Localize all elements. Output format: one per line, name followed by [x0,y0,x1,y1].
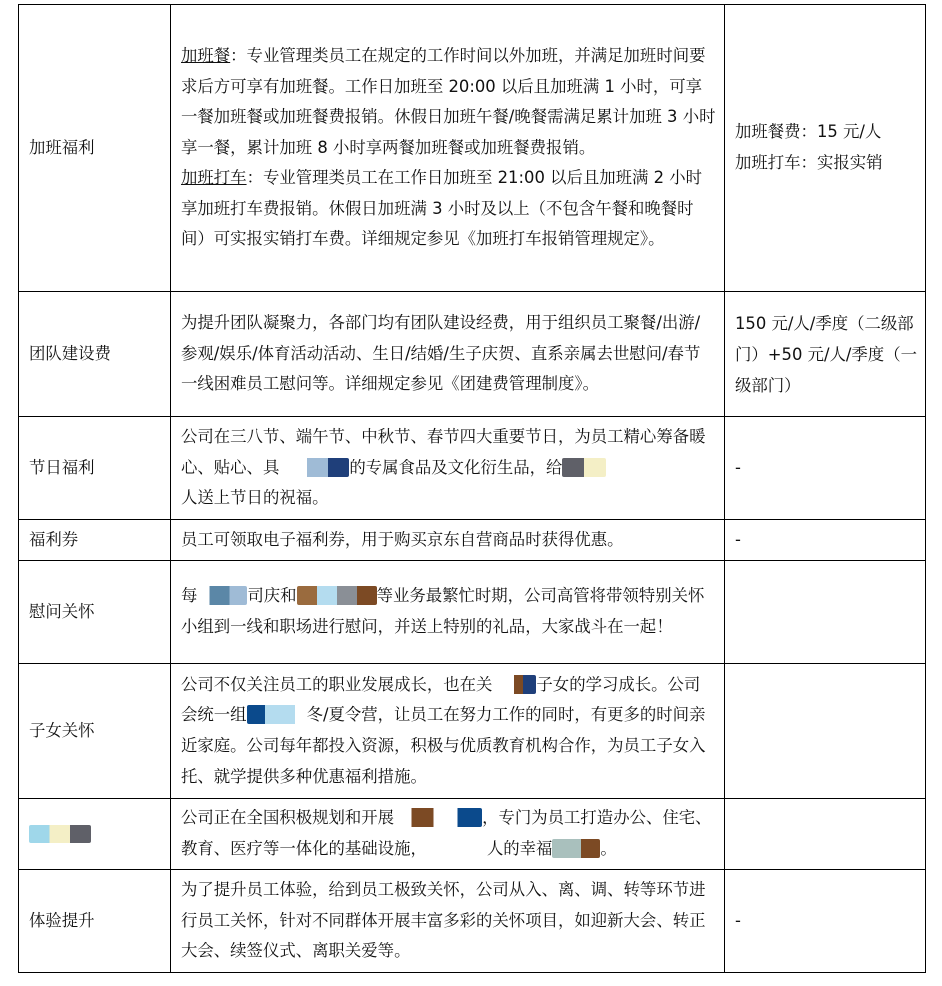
description-text: 公司正在全国积极规划和开展 [181,808,395,828]
description-text: 每 [181,586,198,606]
description-text: ：专业管理类员工在工作日加班至 21:00 以后且加班满 2 小时享加班打车费报销。休假日加班满 3 小时及以上（不包含午餐和晚餐时间）可实报实销打车费。详细规定参见《加班打车报销管理规定》。 [181,168,703,249]
keyword-overtime-meal: 加班餐 [181,45,231,65]
benefit-standard [725,799,926,870]
benefit-description [171,417,725,520]
benefit-description [171,799,725,870]
benefits-table [18,4,926,973]
redaction-mosaic [29,825,91,843]
benefit-standard: - [725,870,926,973]
redaction-mosaic [197,586,247,605]
table-row [19,870,926,973]
redaction-mosaic [552,839,600,858]
table-row [19,799,926,870]
description-text: 等业务最繁忙时期，公司高管将带领特别关怀小组到一线和职场进行慰问，并送上特别的礼品，大家战斗在一起！ [181,586,705,636]
description-text: ，专门为员工打造办公、住宅、教育、医疗等一体化的基础设施， [181,808,712,858]
benefit-description: 为提升团队凝聚力，各部门均有团队建设经费，用于组织员工聚餐/出游/参观/娱乐/体育活动活动、生日/结婚/生子庆贺、直系亲属去世慰问/春节一线困难员工慰问等。详细规定参见《团建费管理制度》。 [171,292,725,417]
keyword-overtime-taxi: 加班打车 [181,168,247,188]
description-text: 公司在三八节、端午节、中秋节、春节四大重要节日，为员工精心筹备暖心、贴心、具 [181,427,706,477]
table-row [19,520,926,561]
benefit-description [171,5,725,292]
benefit-description [171,664,725,799]
benefit-standard: - [725,417,926,520]
benefit-standard [725,561,926,664]
description-text: 公司不仅关注员工的职业发展成长，也在关 [181,674,493,694]
redaction-mosaic [394,808,482,827]
benefit-standard [725,5,926,292]
redaction-mosaic [492,675,536,694]
benefit-name-redacted [19,799,171,870]
benefit-name: 节日福利 [19,417,171,520]
description-text: ：专业管理类员工在规定的工作时间以外加班，并满足加班时间要求后方可享有加班餐。工作日加班至 20:00 以后且加班满 1 小时，可享一餐加班餐或加班餐费报销。休假日加班午餐/晚餐需满足累计加班 3 小时享一餐，累计加班 8 小时享两餐加班餐或加班餐费报销。 [181,45,716,157]
description-text: 冬/夏令营，让员工在努力工作的同时，有更多的时间亲近家庭。公司每年都投入资源，积极与优质教育机构合作，为员工子女入托、就学提供多种优惠福利措施。 [181,705,706,786]
benefit-name: 体验提升 [19,870,171,973]
benefit-description [171,561,725,664]
benefit-description: 为了提升员工体验，给到员工极致关怀，公司从入、离、调、转等环节进行员工关怀，针对不同群体开展丰富多彩的关怀项目，如迎新大会、转正大会、续签仪式、离职关爱等。 [171,870,725,973]
benefit-name: 福利券 [19,520,171,561]
table-row [19,5,926,292]
benefit-name: 团队建设费 [19,292,171,417]
description-text: 司庆和 [247,586,297,606]
benefit-standard: 150 元/人/季度（二级部门）+50 元/人/季度（一级部门） [725,292,926,417]
description-text: 人的幸福 [486,839,553,858]
redaction-mosaic [562,458,606,477]
description-text: 。 [600,839,617,858]
redaction-mosaic [427,839,487,858]
benefit-name: 慰问关怀 [19,561,171,664]
redaction-mosaic [279,458,349,477]
benefit-description: 员工可领取电子福利券，用于购买京东自营商品时获得优惠。 [171,520,725,561]
benefit-standard: - [725,520,926,561]
benefit-standard [725,664,926,799]
table-row [19,664,926,799]
description-text: 子女的学习成长。公司会统一组 [181,674,701,725]
description-text: 的专属食品及文化衍生品，给 [349,457,563,477]
standard-line: 加班餐费：15 元/人 [735,122,882,142]
redaction-mosaic [297,586,377,605]
standard-line: 加班打车：实报实销 [735,153,883,172]
benefit-name: 子女关怀 [19,664,171,799]
benefit-name: 加班福利 [19,5,171,292]
table-row [19,417,926,520]
table-row [19,561,926,664]
redaction-mosaic [247,705,307,724]
table-row [19,292,926,417]
description-text: 人送上节日的祝福。 [181,488,329,508]
